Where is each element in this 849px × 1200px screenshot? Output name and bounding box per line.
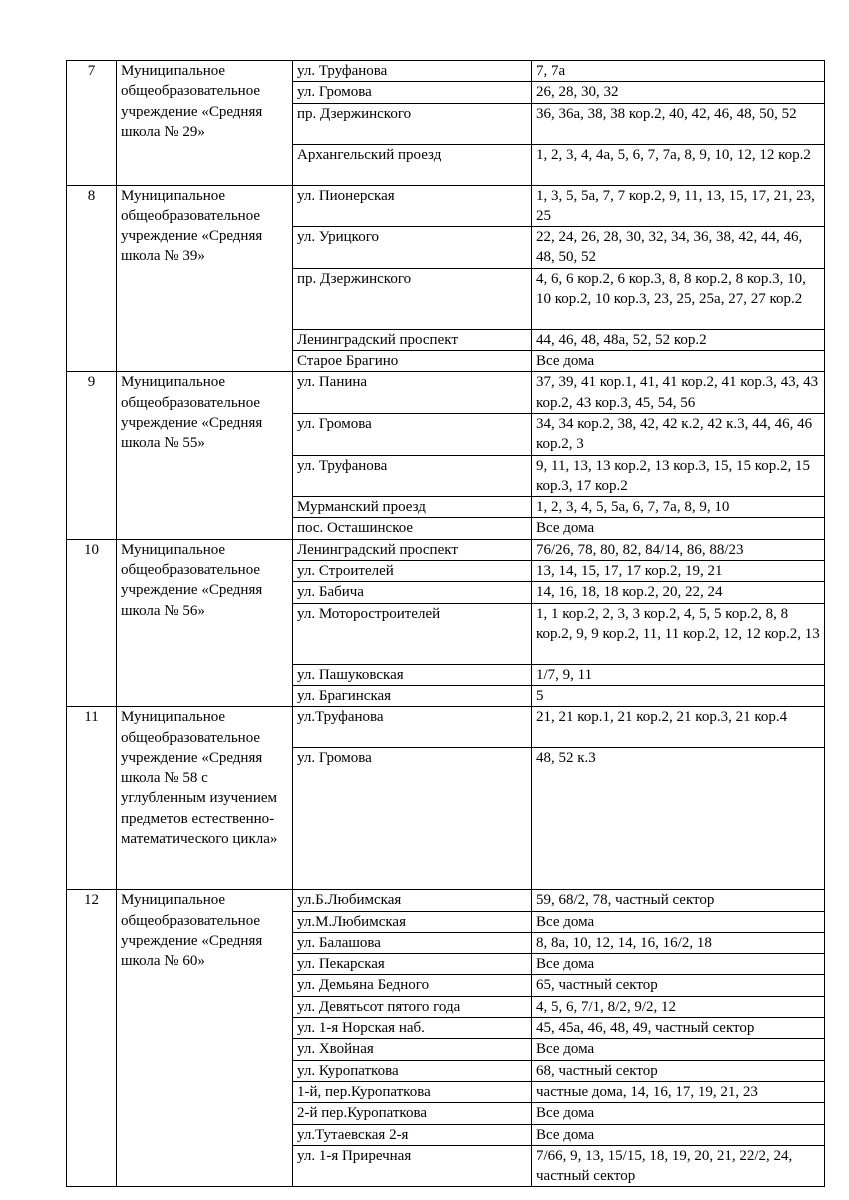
table-row <box>67 890 825 911</box>
group-number: 8 <box>67 185 117 372</box>
house-numbers: 76/26, 78, 80, 82, 84/14, 86, 88/23 <box>532 539 825 560</box>
house-numbers: Все дома <box>532 911 825 932</box>
street-name: 1-й, пер.Куропаткова <box>293 1081 532 1102</box>
school-name: Муниципальное общеобразовательное учреждение «Средняя школа № 58 с углубленным изучением предметов естественно-математического цикла» <box>117 707 293 890</box>
street-name: пр. Дзержинского <box>293 103 532 144</box>
table-row <box>67 185 825 227</box>
house-numbers: 37, 39, 41 кор.1, 41, 41 кор.2, 41 кор.3, 43, 43 кор.2, 43 кор.3, 45, 54, 56 <box>532 372 825 414</box>
group-number: 9 <box>67 372 117 539</box>
street-name: Ленинградский проспект <box>293 329 532 350</box>
house-numbers: 1/7, 9, 11 <box>532 664 825 685</box>
house-numbers: Все дома <box>532 1124 825 1145</box>
street-name: Архангельский проезд <box>293 144 532 185</box>
house-numbers: 8, 8а, 10, 12, 14, 16, 16/2, 18 <box>532 932 825 953</box>
house-numbers: 21, 21 кор.1, 21 кор.2, 21 кор.3, 21 кор.4 <box>532 707 825 748</box>
house-numbers: 36, 36а, 38, 38 кор.2, 40, 42, 46, 48, 50, 52 <box>532 103 825 144</box>
house-numbers: 1, 2, 3, 4, 5, 5а, 6, 7, 7а, 8, 9, 10 <box>532 497 825 518</box>
street-name: ул. 1-я Приречная <box>293 1145 532 1187</box>
school-name: Муниципальное общеобразовательное учреждение «Средняя школа № 39» <box>117 185 293 372</box>
group-number: 12 <box>67 890 117 1187</box>
street-name: Мурманский проезд <box>293 497 532 518</box>
table-row <box>67 707 825 748</box>
street-name: ул. Труфанова <box>293 61 532 82</box>
table-row <box>67 372 825 414</box>
house-numbers: 48, 52 к.3 <box>532 748 825 890</box>
street-name: ул. Громова <box>293 413 532 455</box>
house-numbers: Все дома <box>532 1103 825 1124</box>
house-numbers: 44, 46, 48, 48а, 52, 52 кор.2 <box>532 329 825 350</box>
street-name: ул. Строителей <box>293 561 532 582</box>
school-district-table <box>66 60 825 1187</box>
house-numbers: 22, 24, 26, 28, 30, 32, 34, 36, 38, 42, 44, 46, 48, 50, 52 <box>532 227 825 269</box>
street-name: пр. Дзержинского <box>293 268 532 329</box>
house-numbers: 65, частный сектор <box>532 975 825 996</box>
house-numbers: 34, 34 кор.2, 38, 42, 42 к.2, 42 к.3, 44, 46, 46 кор.2, 3 <box>532 413 825 455</box>
school-name: Муниципальное общеобразовательное учреждение «Средняя школа № 55» <box>117 372 293 539</box>
street-name: ул. Урицкого <box>293 227 532 269</box>
group-number: 7 <box>67 61 117 186</box>
street-name: Ленинградский проспект <box>293 539 532 560</box>
house-numbers: Все дома <box>532 1039 825 1060</box>
house-numbers: 1, 2, 3, 4, 4а, 5, 6, 7, 7а, 8, 9, 10, 12, 12 кор.2 <box>532 144 825 185</box>
house-numbers: 4, 6, 6 кор.2, 6 кор.3, 8, 8 кор.2, 8 кор.3, 10, 10 кор.2, 10 кор.3, 23, 25, 25а, 27, 27 кор.2 <box>532 268 825 329</box>
street-name: ул. Моторостроителей <box>293 603 532 664</box>
street-name: ул. Громова <box>293 82 532 103</box>
house-numbers: 45, 45а, 46, 48, 49, частный сектор <box>532 1018 825 1039</box>
house-numbers: 14, 16, 18, 18 кор.2, 20, 22, 24 <box>532 582 825 603</box>
street-name: пос. Осташинское <box>293 518 532 539</box>
street-name: ул. Труфанова <box>293 455 532 497</box>
school-name: Муниципальное общеобразовательное учреждение «Средняя школа № 29» <box>117 61 293 186</box>
house-numbers: 5 <box>532 685 825 706</box>
house-numbers: 7, 7а <box>532 61 825 82</box>
street-name: ул. Пашуковская <box>293 664 532 685</box>
house-numbers: 1, 3, 5, 5а, 7, 7 кор.2, 9, 11, 13, 15, 17, 21, 23, 25 <box>532 185 825 227</box>
house-numbers: 1, 1 кор.2, 2, 3, 3 кор.2, 4, 5, 5 кор.2, 8, 8 кор.2, 9, 9 кор.2, 11, 11 кор.2, 12, 12 кор.2, 13 <box>532 603 825 664</box>
street-name: ул. Девятьсот пятого года <box>293 996 532 1017</box>
house-numbers: Все дома <box>532 351 825 372</box>
street-name: ул. Громова <box>293 748 532 890</box>
house-numbers: 4, 5, 6, 7/1, 8/2, 9/2, 12 <box>532 996 825 1017</box>
house-numbers: 26, 28, 30, 32 <box>532 82 825 103</box>
street-name: Старое Брагино <box>293 351 532 372</box>
house-numbers: частные дома, 14, 16, 17, 19, 21, 23 <box>532 1081 825 1102</box>
street-name: ул.Б.Любимская <box>293 890 532 911</box>
street-name: ул. Куропаткова <box>293 1060 532 1081</box>
house-numbers: 68, частный сектор <box>532 1060 825 1081</box>
street-name: 2-й пер.Куропаткова <box>293 1103 532 1124</box>
street-name: ул. Хвойная <box>293 1039 532 1060</box>
school-name: Муниципальное общеобразовательное учреждение «Средняя школа № 56» <box>117 539 293 706</box>
house-numbers: 13, 14, 15, 17, 17 кор.2, 19, 21 <box>532 561 825 582</box>
house-numbers: 59, 68/2, 78, частный сектор <box>532 890 825 911</box>
street-name: ул. Бабича <box>293 582 532 603</box>
group-number: 10 <box>67 539 117 706</box>
house-numbers: Все дома <box>532 954 825 975</box>
street-name: ул.М.Любимская <box>293 911 532 932</box>
street-name: ул. Демьяна Бедного <box>293 975 532 996</box>
table-row <box>67 61 825 82</box>
house-numbers: 9, 11, 13, 13 кор.2, 13 кор.3, 15, 15 кор.2, 15 кор.3, 17 кор.2 <box>532 455 825 497</box>
street-name: ул. Пекарская <box>293 954 532 975</box>
street-name: ул. 1-я Норская наб. <box>293 1018 532 1039</box>
street-name: ул.Труфанова <box>293 707 532 748</box>
table-body <box>67 61 825 1187</box>
house-numbers: 7/66, 9, 13, 15/15, 18, 19, 20, 21, 22/2, 24, частный сектор <box>532 1145 825 1187</box>
street-name: ул.Тутаевская 2-я <box>293 1124 532 1145</box>
street-name: ул. Балашова <box>293 932 532 953</box>
group-number: 11 <box>67 707 117 890</box>
street-name: ул. Брагинская <box>293 685 532 706</box>
street-name: ул. Панина <box>293 372 532 414</box>
street-name: ул. Пионерская <box>293 185 532 227</box>
school-name: Муниципальное общеобразовательное учреждение «Средняя школа № 60» <box>117 890 293 1187</box>
table-row <box>67 539 825 560</box>
house-numbers: Все дома <box>532 518 825 539</box>
